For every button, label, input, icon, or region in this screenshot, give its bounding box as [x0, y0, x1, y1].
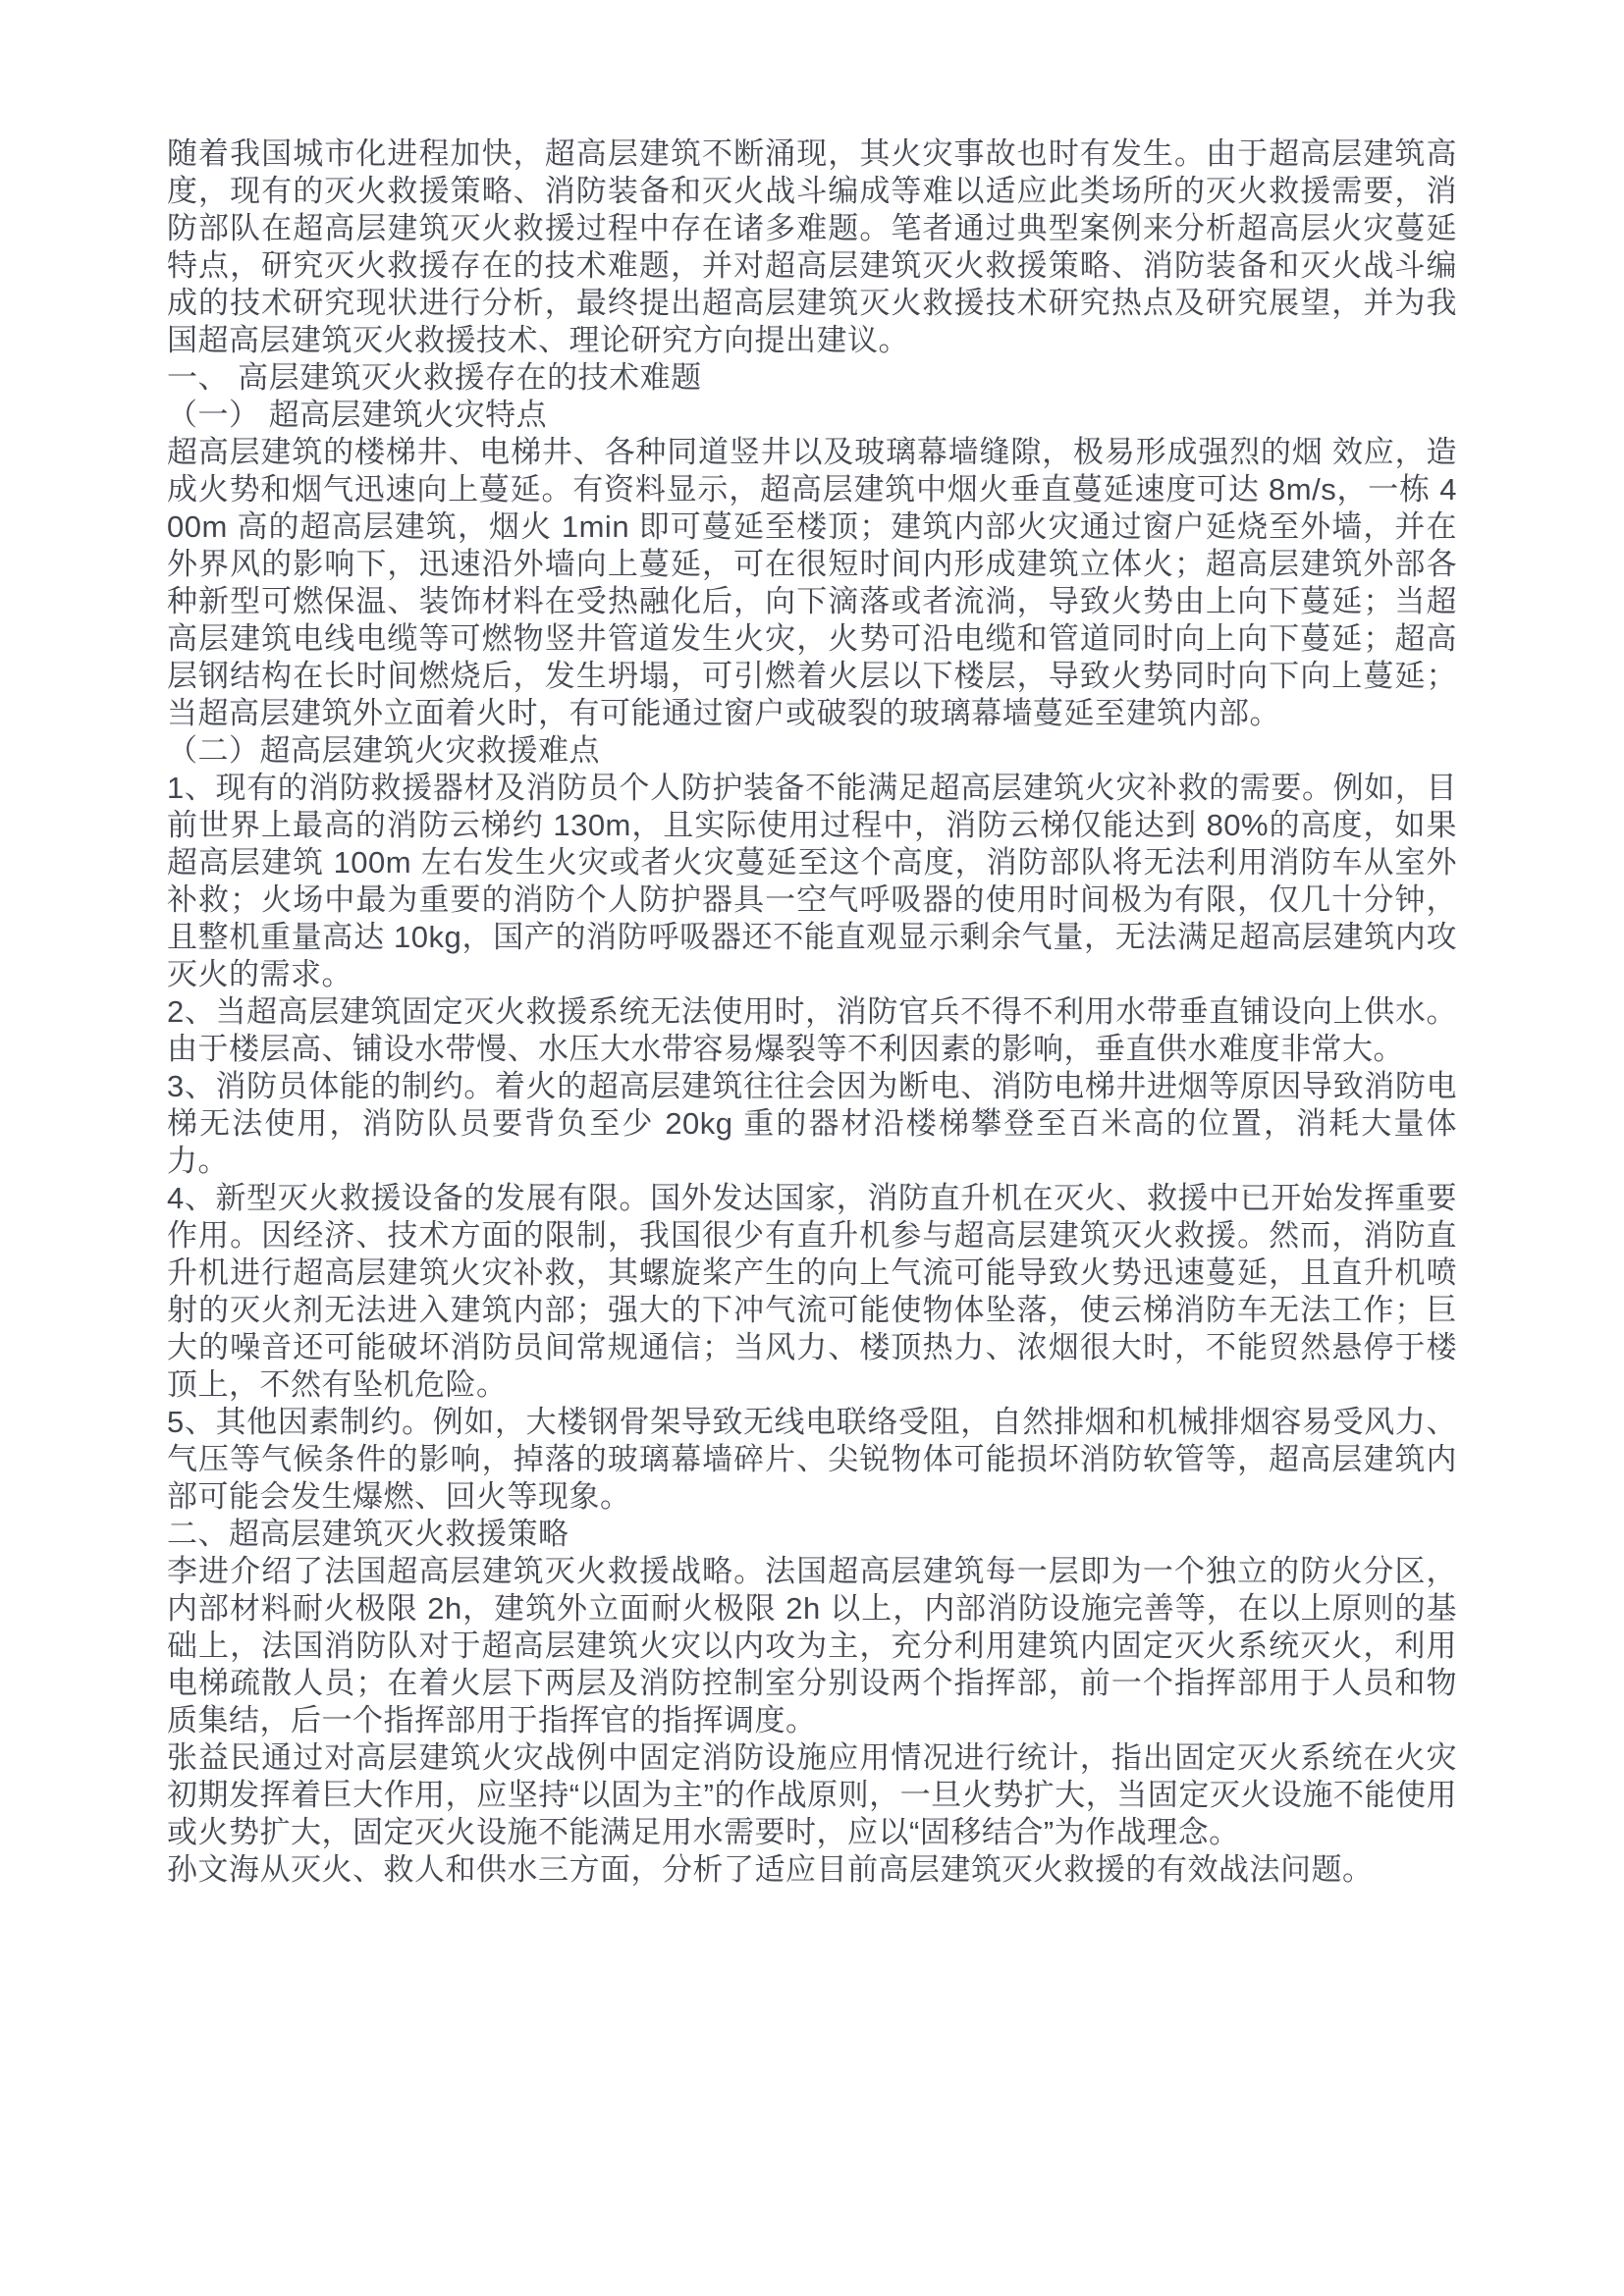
- difficulty-item-4: 4、新型灭火救援设备的发展有限。国外发达国家，消防直升机在灭火、救援中已开始发挥重要作用。因经济、技术方面的限制，我国很少有直升机参与超高层建筑灭火救援。然而，消防直升机进行超高层建筑火灾补救，其螺旋桨产生的向上气流可能导致火势迅速蔓延，且直升机喷射的灭火剂无法进入建筑内部；强大的下冲气流可能使物体坠落，使云梯消防车无法工作；巨大的噪音还可能破坏消防员间常规通信；当风力、楼顶热力、浓烟很大时，不能贸然悬停于楼顶上，不然有坠机危险。: [167, 1181, 1457, 1402]
- difficulty-item-1: 1、现有的消防救援器材及消防员个人防护装备不能满足超高层建筑火灾补救的需要。例如，目前世界上最高的消防云梯约 130m，且实际使用过程中，消防云梯仅能达到 80%的高度，如果超高层建筑 100m 左右发生火灾或者火灾蔓延至这个高度，消防部队将无法利用消防车从室外补救；火场中最为重要的消防个人防护器具一空气呼吸器的使用时间极为有限，仅几十分钟，且整机重量高达 10kg，国产的消防呼吸器还不能直观显示剩余气量，无法满足超高层建筑内攻灭火的需求。: [167, 771, 1457, 991]
- intro-paragraph: 随着我国城市化进程加快，超高层建筑不断涌现，其火灾事故也时有发生。由于超高层建筑高度，现有的灭火救援策略、消防装备和灭火战斗编成等难以适应此类场所的灭火救援需要，消防部队在超高层建筑灭火救援过程中存在诸多难题。笔者通过典型案例来分析超高层火灾蔓延特点，研究灭火救援存在的技术难题，并对超高层建筑灭火救援策略、消防装备和灭火战斗编成的技术研究现状进行分析，最终提出超高层建筑灭火救援技术研究热点及研究展望，并为我国超高层建筑灭火救援技术、理论研究方向提出建议。: [167, 136, 1457, 357]
- strategy-sunwenhai-paragraph: 孙文海从灭火、救人和供水三方面，分析了适应目前高层建筑灭火救援的有效战法问题。: [167, 1852, 1374, 1887]
- document-body: [167, 135, 1457, 1889]
- strategy-lijin-paragraph: 李进介绍了法国超高层建筑灭火救援战略。法国超高层建筑每一层即为一个独立的防火分区，内部材料耐火极限 2h，建筑外立面耐火极限 2h 以上，内部消防设施完善等，在以上原则的基础上，法国消防队对于超高层建筑火灾以内攻为主，充分利用建筑内固定灭火系统灭火，利用电梯疏散人员；在着火层下两层及消防控制室分别设两个指挥部，前一个指挥部用于人员和物质集结，后一个指挥部用于指挥官的指挥调度。: [167, 1554, 1457, 1737]
- section-1-heading: 一、 高层建筑灭火救援存在的技术难题: [167, 360, 702, 395]
- section-1-1-heading: （一） 超高层建筑火灾特点: [167, 398, 548, 432]
- difficulty-item-3: 3、消防员体能的制约。着火的超高层建筑往往会因为断电、消防电梯井进烟等原因导致消防电梯无法使用，消防队员要背负至少 20kg 重的器材沿楼梯攀登至百米高的位置，消耗大量体力。: [167, 1069, 1457, 1178]
- difficulty-item-5: 5、其他因素制约。例如，大楼钢骨架导致无线电联络受阻，自然排烟和机械排烟容易受风力、气压等气候条件的影响，掉落的玻璃幕墙碎片、尖锐物体可能损坏消防软管等，超高层建筑内部可能会发生爆燃、回火等现象。: [167, 1405, 1457, 1514]
- fire-characteristics-paragraph: 超高层建筑的楼梯井、电梯井、各种同道竖井以及玻璃幕墙缝隙，极易形成强烈的烟 效应，造成火势和烟气迅速向上蔓延。有资料显示，超高层建筑中烟火垂直蔓延速度可达 8m/s，一栋 400m 高的超高层建筑，烟火 1min 即可蔓延至楼顶；建筑内部火灾通过窗户延烧至外墙，并在外界风的影响下，迅速沿外墙向上蔓延，可在很短时间内形成建筑立体火；超高层建筑外部各种新型可燃保温、装饰材料在受热融化后，向下滴落或者流淌，导致火势由上向下蔓延；当超高层建筑电线电缆等可燃物竖井管道发生火灾，火势可沿电缆和管道同时向上向下蔓延；超高层钢结构在长时间燃烧后，发生坍塌，可引燃着火层以下楼层，导致火势同时向下向上蔓延；当超高层建筑外立面着火时，有可能通过窗户或破裂的玻璃幕墙蔓延至建筑内部。: [167, 435, 1457, 730]
- strategy-zhangyimin-paragraph: 张益民通过对高层建筑火灾战例中固定消防设施应用情况进行统计，指出固定灭火系统在火灾初期发挥着巨大作用，应坚持“以固为主”的作战原则，一旦火势扩大，当固定灭火设施不能使用或火势扩大，固定灭火设施不能满足用水需要时，应以“固移结合”为作战理念。: [167, 1740, 1457, 1849]
- difficulty-item-2: 2、当超高层建筑固定灭火救援系统无法使用时，消防官兵不得不利用水带垂直铺设向上供水。由于楼层高、铺设水带慢、水压大水带容易爆裂等不利因素的影响，垂直供水难度非常大。: [167, 994, 1457, 1066]
- section-2-heading: 二、超高层建筑灭火救援策略: [167, 1517, 569, 1551]
- section-1-2-heading: （二）超高层建筑火灾救援难点: [167, 733, 600, 768]
